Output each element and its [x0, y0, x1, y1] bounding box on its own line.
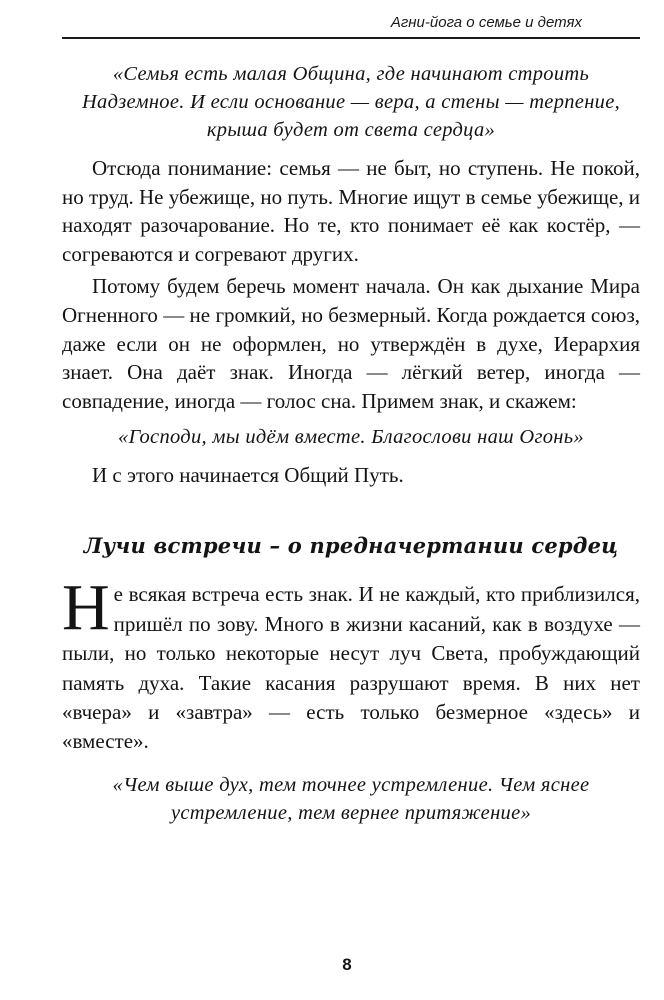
- drop-cap: Н: [62, 571, 110, 645]
- section-heading: Лучи встречи – о предначертании сердец: [83, 533, 619, 559]
- quote-blessing: «Господи, мы идём вместе. Благослови наш Огонь»: [118, 426, 584, 449]
- header-rule: [62, 37, 640, 39]
- quote-family-community: «Семья есть малая Община, где начинают строить Надземное. И если основание — вера, а стены — терпение, крыша будет от света сердца»: [81, 63, 621, 141]
- page-content: [62, 60, 640, 837]
- paragraph-family-step: Отсюда понимание: семья — не быт, но ступень. Не покой, но труд. Не убежище, но путь. Многие ищут в семье убежище, и находят разочарование. Но те, кто понимает её как костёр, — согреваются и согревают других.: [62, 156, 641, 266]
- paragraph-meetings-text: е всякая встреча есть знак. И не каждый, кто приблизился, пришёл по зову. Много в жизни касаний, как в воздухе — пыли, но только некоторые несут луч Света, пробуждающий память духа. Такие касания разрушают время. В них нет «вчера» и «завтра» — есть только безмерное «здесь» и «вместе».: [62, 582, 640, 754]
- paragraph-meetings: [62, 571, 640, 756]
- page-number: 8: [342, 955, 352, 974]
- paragraph-moment-of-beginning: Потому будем беречь момент начала. Он как дыхание Мира Огненного — не громкий, но безмерный. Когда рождается союз, даже если он не оформлен, но утверждён в духе, Иерархия знает. Она даёт знак. Иногда — лёгкий ветер, иногда — совпадение, иногда — голос сна. Примем знак, и скажем:: [62, 274, 640, 413]
- quote-spirit-aspiration: «Чем выше дух, тем точнее устремление. Чем яснее устремление, тем вернее притяжение»: [112, 773, 590, 824]
- paragraph-common-path: И с этого начинается Общий Путь.: [92, 463, 404, 488]
- running-header: Агни-йога о семье и детях: [390, 14, 582, 31]
